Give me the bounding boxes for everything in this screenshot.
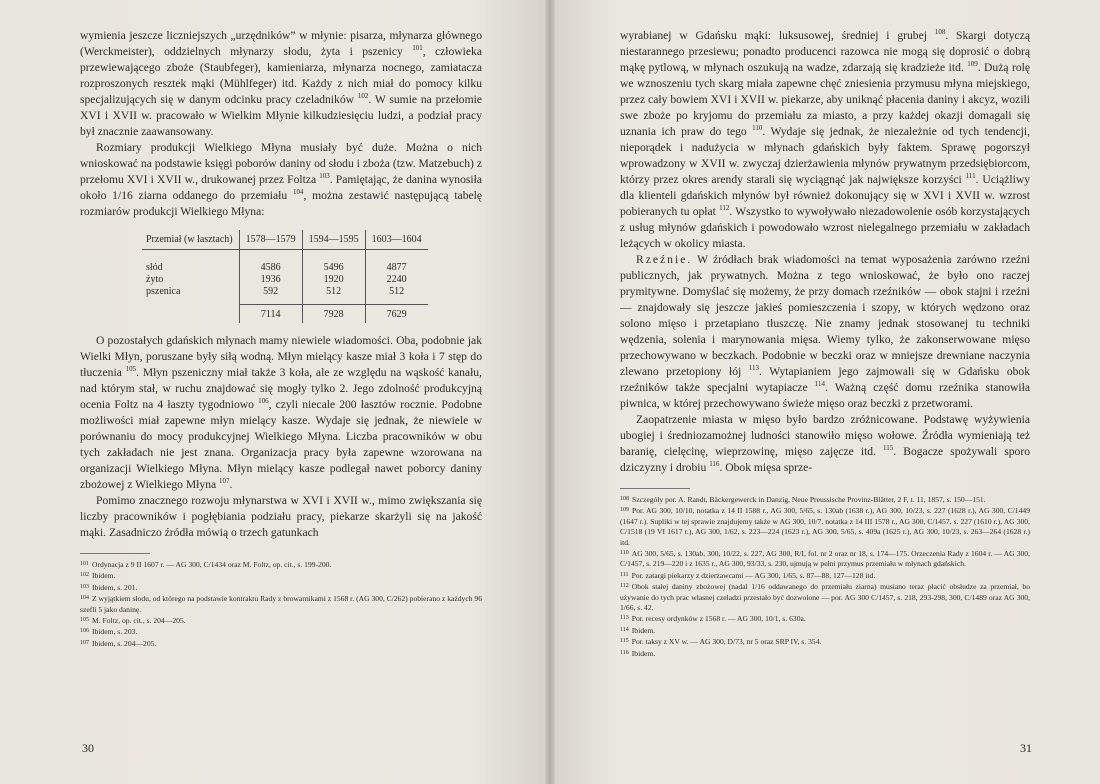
footnote-ref: 107: [219, 477, 230, 486]
text-run: , człowieka przewiewającego zboże (Staubfeger), kamieniarza, młynarza nocnego, zamiatacza rozproszonych resztek mąki (Mühlfeger) itd. Każdy z nich miał do pomocy kilku specjalizujących się w danym odcinku pracy czeladników: [80, 45, 482, 106]
table-cell: 512: [365, 286, 428, 305]
production-table: [142, 230, 428, 323]
paragraph: [80, 333, 482, 493]
paragraph: [620, 28, 1030, 252]
text-run: O pozostałych gdańskich młynach mamy niewiele wiadomości. Oba, podobnie jak Wielki Młyn, poruszane były siłą wodną. Młyn mielący kasze miał 3 koła i 7 stęp do tłuczenia: [80, 334, 482, 379]
footnote-number: 113: [620, 615, 629, 622]
footnote-number: 111: [620, 571, 629, 578]
footnote: [80, 582, 482, 593]
footnote-text: Por. AG 300, 10/10, notatka z 14 II 1588 r., AG 300, 5/65, s. 130ab (1638 r.), AG 300, 10/23, s. 227 (1628 r.), AG 300, C/1449 (1647 r.). Supliki w tej sprawie znajdujemy także w AG 300, 10/7, notatka z 14 III 1578 r., AG 300, C/1457, s. 227 (1610 r.), AG 300, C/1518 (19 VI 1617 r.), AG 300, 1/62, s. 223—224 (1623 r.), AG 300, 5/65, s. 409a (1625 r.), AG 300, 10/23, s. 263—264 (1628 r.) itd.: [620, 506, 1030, 547]
text-run: , czyli niecale 200 łasztów rocznie. Podobne możliwości miał zapewne młyn mielący kasze. Wydaje się jednak, że niewiele w porównaniu do mocy produkcyjnej Wielkiego Młyna. Liczba pracowników w obu tych zakładach nie jest znana. Organizacja pracy była zapewne wzorowana na organizacji Wielkiego Młyna. Młyn mielący kasze podlegał nawet poborcy daniny zbożowej z Wielkiego Młyna: [80, 398, 482, 491]
footnote-ref: 105: [125, 365, 137, 374]
text-run: , można zestawić następującą tabelę rozmiarów produkcji Wielkiego Młyna:: [80, 189, 483, 218]
page-number: 30: [82, 741, 94, 755]
text-run: . Ważną część domu rzeźnika stanowiła piwnica, w której przechowywano świeże mięso oraz beczki z przetworami.: [620, 381, 1030, 410]
table-header-row: [142, 230, 428, 250]
footnote-number: 108: [620, 496, 629, 502]
footnote-number: 115: [620, 638, 629, 645]
table-header: 1603—1604: [365, 230, 428, 250]
table-cell: żyto: [142, 274, 239, 286]
text-run: . Wszystko to wywoływało niezadowolenie osób korzystających z usług młynów gdańskich i powodowało wzrost nielegalnego przemiału w zakładach leżących w okolicy miasta.: [620, 205, 1030, 250]
footnote: [620, 636, 1030, 647]
table-cell: 4586: [239, 250, 302, 275]
footnote-text: Z wyjątkiem słodu, od którego na podstawie kontraktu Rady z browarnikami z 1568 r. (AG 300, C/262) pobierano z każdych 96 szefli 5 jako daninę.: [80, 594, 482, 614]
footnote: [620, 648, 1030, 659]
footnote: [80, 593, 482, 615]
left-text-column: [80, 28, 482, 649]
table-row: [142, 286, 428, 305]
text-run: wyrabianej w Gdańsku mąki: luksusowej, średniej i grubej: [620, 29, 935, 42]
text-run: . Uciążliwy dla klienteli gdańskich młynów był również dokonujący się w XVI i XVII w. wzrost pobieranych tu opłat: [620, 173, 1030, 218]
table-row: [142, 250, 428, 275]
footnote-ref: 113: [748, 364, 760, 373]
text-run: . Obok mięsa sprze-: [719, 461, 813, 474]
footnote: [80, 570, 482, 581]
footnote-ref: 112: [719, 204, 730, 213]
table-header: Przemiał (w łasztach): [142, 230, 239, 250]
text-run: W źródłach brak wiadomości na temat wyposażenia zarówno rzeźni publicznych, jak prywatnych. Można z tego wnioskować, że było ono raczej prymitywne. Domyślać się możemy, że przy domach rzeźników — obok stajni i rzeźni — znajdowały się jeszcze jakieś pomieszczenia i szopy, w których wędzono oraz solono mięso i przetapiano tłuszczę. Nie znamy jednak stosowanej tu techniki wędzenia, solenia i marynowania mięsa. Wiemy tylko, że zakonserwowane mięso przechowywano w beczkach. Podobnie w beczki oraz w mniejsze drewniane naczynia zlewano przetopiony łój: [620, 253, 1030, 378]
footnote-rule: [80, 553, 150, 554]
text-run: wymienia jeszcze liczniejszych „urzędników” w młynie: pisarza, młynarza głównego (Werckmeister), oddzielnych młynarzy słodu, żyta i pszenicy: [80, 29, 482, 58]
text-run: . Dużą rolę we wznoszeniu tych skarg miała zapewne chęć zniesienia przymusu młyna miejskiego, przez cały bowiem XVI i XVII w. piekarze, aby uniknąć płacenia daniny i akcyz, wozili swe zboże po kryjomu do przemiału za miasto, a przy każdej okazji domagali się uznania ich praw do tego: [620, 61, 1030, 138]
footnote-text: Por. recesy ordynków z 1568 r. — AG 300, 10/1, s. 630a.: [631, 614, 806, 624]
footnote-text: M. Foltz, op. cit., s. 204—205.: [92, 616, 186, 626]
table-row: [142, 274, 428, 286]
footnote: [620, 570, 1030, 581]
footnote-ref: 114: [814, 380, 826, 389]
footnote-ref: 110: [752, 124, 763, 133]
footnote-text: Por. zatargi piekarzy z dzierżawcami — AG 300, 1/65, s. 87—88, 127—128 itd.: [631, 570, 876, 580]
section-lead: Rzeźnie.: [636, 253, 693, 266]
paragraph: [620, 412, 1030, 476]
table-header: 1594—1595: [302, 230, 365, 250]
footnote-ref: 106: [258, 397, 269, 406]
footnote-text: AG 300, 5/65, s. 130ab, 300, 10/22, s. 227, AG 300, R/I, fol. nr 2 oraz nr 18, s. 174—175. Orzeczenia Rady z 1604 r. — AG 300, C/1457, s. 219—220 i z 1635 r., AG 300, 93/33, s. 230, ujmują w pełni przymus przemiału w młynach gdańskich.: [620, 549, 1030, 569]
footnote: [80, 638, 482, 649]
footnote-number: 102: [80, 572, 89, 579]
footnote: [620, 625, 1030, 636]
footnote: [80, 615, 482, 626]
footnote-ref: 104: [292, 188, 304, 197]
right-page: [550, 0, 1100, 784]
footnote-number: 116: [620, 649, 629, 656]
footnote-number: 105: [80, 617, 89, 624]
footnote-number: 107: [80, 639, 89, 646]
footnote-ref: 109: [967, 60, 978, 69]
footnote-text: Ibidem, s. 204—205.: [92, 638, 157, 648]
footnote-ref: 102: [357, 92, 369, 101]
text-run: . Skargi dotyczą niestarannego przesiewu; ponadto producenci razowca nie mogą się doprosić o dobrą mąkę pytlową, w młynach oszukują na wadze, zdarzają się kradzieże itd.: [620, 29, 1030, 74]
text-run: .: [229, 478, 233, 491]
footnote-text: Szczegóły por. A. Randt, Bäckergewerck in Danzig, Neue Preussische Provinz-Blätter, 2 F, t. 11, 1857, s. 150—151.: [632, 495, 986, 504]
table-header: 1578—1579: [239, 230, 302, 250]
footnote-text: Ordynacja z 9 II 1607 r. — AG 300, C/1434 oraz M. Foltz, op. cit., s. 199-200.: [92, 560, 332, 569]
text-run: Zaopatrzenie miasta w mięso było bardzo zróżnicowane. Podstawę wyżywienia ubogiej i średniozamożnej ludności stanowiło mięso wołowe. Źródła wymieniają też baranię, cielęcinę, wieprzowinę, mięso zajęcze itd.: [620, 413, 1030, 458]
footnote-number: 109: [620, 507, 629, 514]
footnote: [620, 548, 1030, 570]
footnote: [620, 494, 1030, 505]
text-run: . Młyn pszeniczny miał także 3 koła, ale ze względu na wąskość kanału, nad którym stał, w ruchu znajdować się mogły tylko 2. Jego zdolność produkcyjną ocenia Foltz na 4 łaszty tygodniowo: [80, 366, 482, 411]
table-total-cell: 7114: [239, 305, 302, 324]
footnote-rule: [620, 488, 690, 489]
footnote-number: 104: [80, 595, 89, 602]
table-cell: słód: [142, 250, 239, 275]
table-total-row: [142, 305, 428, 324]
footnotes: [80, 559, 482, 649]
footnote-text: Por. taksy z XV w. — AG 300, D/73, nr 5 oraz SRP IV, s. 354.: [631, 637, 822, 647]
footnote-ref: 115: [883, 444, 894, 453]
table-cell: 1920: [302, 274, 365, 286]
footnote-ref: 116: [709, 460, 720, 469]
footnote-number: 103: [80, 583, 89, 590]
table-cell: 5496: [302, 250, 365, 275]
table-cell: [142, 305, 239, 324]
footnote-ref: 108: [934, 28, 946, 37]
footnotes: [620, 494, 1030, 659]
paragraph: [620, 252, 1030, 412]
footnote-number: 114: [620, 626, 629, 633]
table-cell: 592: [239, 286, 302, 305]
text-run: Rozmiary produkcji Wielkiego Młyna musiały być duże. Można o nich wnioskować na podstawie księgi poborów daniny od słodu i zboża (tzw. Matzebuch) z przełomu XVI i XVII w., drukowanej przez Foltza: [80, 141, 482, 186]
footnote-ref: 111: [965, 172, 976, 181]
table-cell: 512: [302, 286, 365, 305]
footnote-ref: 103: [319, 172, 330, 181]
table-total-cell: 7928: [302, 305, 365, 324]
paragraph: Pomimo znacznego rozwoju młynarstwa w XVI i XVII w., mimo zwiększania się liczby pracowników i pogłębiania podziału pracy, piekarze skarżyli się na jakość mąki. Zasadniczo źródła mówią o trzech gatunkach: [80, 494, 482, 539]
paragraph: [80, 28, 482, 140]
footnote-text: Ibidem.: [92, 571, 116, 581]
footnote: [620, 613, 1030, 624]
footnote-ref: 101: [412, 44, 423, 53]
footnote: [620, 505, 1030, 548]
text-run: . Pamiętając, że danina wynosiła około 1/16 ziarna oddanego do przemiału: [80, 173, 482, 202]
book-gutter: [545, 0, 555, 784]
footnote-number: 101: [80, 561, 89, 567]
footnote: [80, 559, 482, 570]
footnote-number: 106: [80, 628, 89, 635]
footnote-number: 110: [620, 550, 629, 557]
table-cell: 2240: [365, 274, 428, 286]
page-number: 31: [1020, 741, 1032, 755]
text-run: . Bogacze spożywali sporo dziczyzny i drobiu: [620, 445, 1030, 474]
text-run: . Wydaje się jednak, że niezależnie od tych tendencji, nieporądek i nadużycia w młynach gdańskich były faktem. Sprawę pogorszył wprowadzony w XVII w. zwyczaj dzierżawienia młynów prywatnym przedsiębiorcom, którzy przez okres arendy starali się wyciągnąć jak największe korzyści: [620, 125, 1030, 186]
text-run: . W sumie na przełomie XVI i XVII w. pracowało w Wielkim Młynie kilkudziesięciu ludzi, a podział pracy był znacznie zaawansowany.: [80, 93, 482, 138]
right-text-column: [620, 28, 1030, 659]
table-cell: pszenica: [142, 286, 239, 305]
footnote-text: Ibidem.: [631, 625, 656, 635]
footnote-text: Ibidem, s. 201.: [92, 582, 138, 592]
footnote: [80, 626, 482, 637]
table-cell: 4877: [365, 250, 428, 275]
text-run: . Wytapianiem jego zajmowali się w Gdańsku obok rzeźników także specjalni wytapiacze: [620, 365, 1031, 394]
paragraph: [80, 140, 482, 220]
footnote: [620, 581, 1030, 613]
table-cell: 1936: [239, 274, 302, 286]
footnote-text: Obok stałej daniny zbożowej (nadal 1/16 oddawanego do przemiału ziarna) musiano teraz płacić obsłudze za przemiał, bo używanie do tych prac własnej czeladzi przestało być dozwolone — por. AG 300 C/1457, s. 218, 293-298, 300, C/1489 oraz AG 300, 1/66, s. 42.: [620, 582, 1030, 613]
footnote-number: 112: [620, 583, 629, 590]
footnote-text: Ibidem, s. 203.: [92, 627, 138, 637]
table-total-cell: 7629: [365, 305, 428, 324]
footnote-text: Ibidem.: [631, 648, 656, 658]
